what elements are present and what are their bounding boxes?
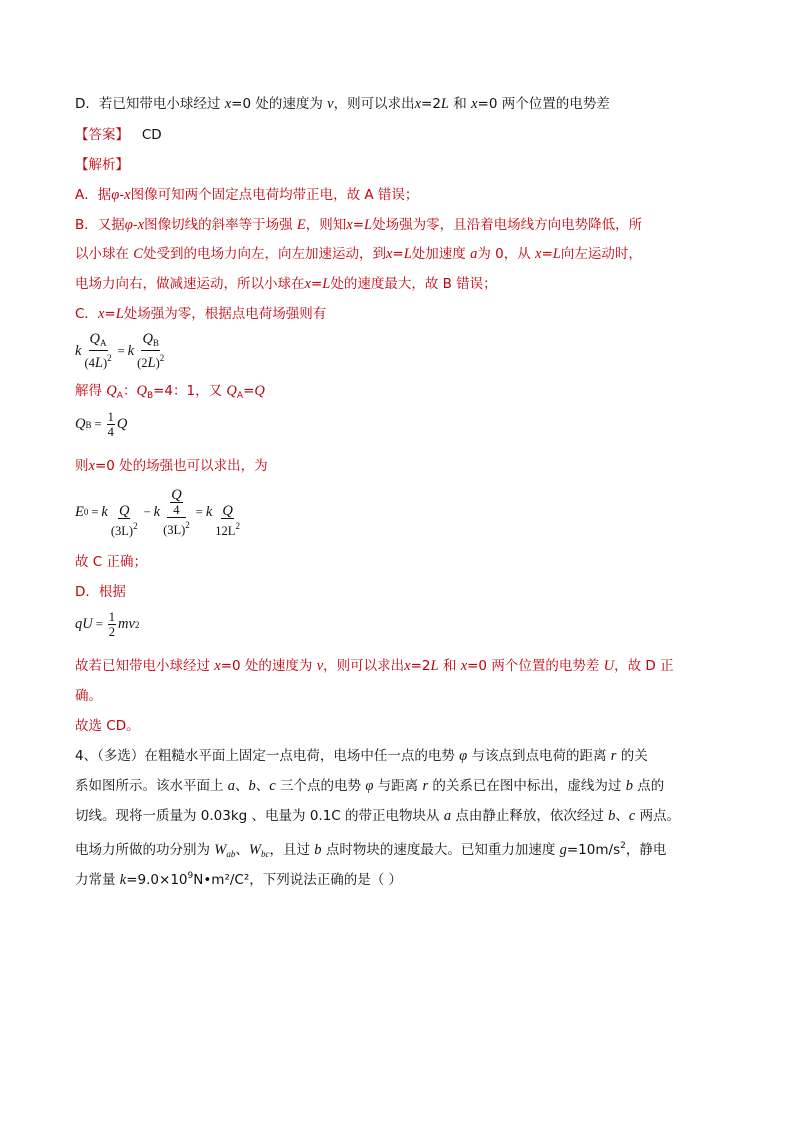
question-4-line3: 切线。现将一质量为 0.03kg 、电量为 0.1C 的带正电物块从 a 点由静止释放，依次经过 b、c 两点。 <box>75 808 681 824</box>
formula-work-energy: qU = $\frac{1}{2}$ mv 2 <box>75 610 140 639</box>
analysis-b-line3: 电场力向右，做减速运动，所以小球在x=L处的速度最大，故 B 错误； <box>75 276 497 292</box>
formula-e0: E 0 = k $\frac{Q}{(3L)^2}$ − k $\frac{\frac{Q}{4}}{(3L)^2}$ = k $\frac{Q}{12L^2}$ <box>75 486 240 538</box>
analysis-c-line1: C．x=L处场强为零，根据点电荷场强则有 <box>75 306 327 322</box>
formula-field-balance: k $\frac{Q_A}{(4L)^2}$ = k $\frac{Q_B}{(2L)^2}$ <box>75 331 165 371</box>
option-d-line: D．若已知带电小球经过 x=0 处的速度为 v，则可以求出x=2L 和 x=0 两个位置的电势差 <box>75 96 610 112</box>
analysis-label: 【解析】 <box>75 157 129 173</box>
question-4-line1: 4、（多选）在粗糙水平面上固定一点电荷，电场中任一点的电势 φ 与该点到点电荷的距离 r 的关 <box>75 748 648 764</box>
analysis-d-line3: 确。 <box>75 688 102 704</box>
analysis-conclusion: 故选 CD。 <box>75 718 140 734</box>
analysis-b-line1: B．又据φ-x图像切线的斜率等于场强 E，则知x=L处场强为零，且沿着电场线方向电势降低，所 <box>75 217 643 233</box>
answer-label: 【答案】 <box>75 127 129 143</box>
answer-value: CD <box>141 127 162 143</box>
analysis-c-line2: 解得 $Q_A$：$Q_B=4$：1，又 $Q_A=Q$ <box>75 383 265 401</box>
analysis-a: A．据φ-x图像可知两个固定点电荷均带正电，故 A 错误； <box>75 187 419 203</box>
analysis-b-line2: 以小球在 C处受到的电场力向左，向左加速运动，到x=L处加速度 a为 0，从 x=L向左运动时， <box>75 246 642 262</box>
question-4-line5: 力常量 $k=9.0\times 10^9N•m^2/C^2$，下列说法正确的是（ ） <box>75 871 403 888</box>
question-4-line2: 系如图所示。该水平面上 a、b、c 三个点的电势 φ 与距离 r 的关系已在图中标出，虚线为过 b 点的 <box>75 778 665 794</box>
answer-line <box>75 125 162 145</box>
analysis-d-line1: D．根据 <box>75 584 126 600</box>
analysis-c-line3: 则x=0 处的场强也可以求出，为 <box>75 458 268 474</box>
analysis-d-line2: 故若已知带电小球经过 x=0 处的速度为 v，则可以求出x=2L 和 x=0 两个位置的电势差 U，故 D 正 <box>75 658 674 674</box>
formula-qb: Q B = $\frac{1}{4}$ Q <box>75 410 128 439</box>
question-4-line4: 电场力所做的功分别为 $W_{ab}$、$W_{bc}$，且过 b 点时物块的速度最大。已知重力加速度 $g=10m/s^2$，静电 <box>75 841 667 859</box>
analysis-c-line4: 故 C 正确； <box>75 554 148 570</box>
